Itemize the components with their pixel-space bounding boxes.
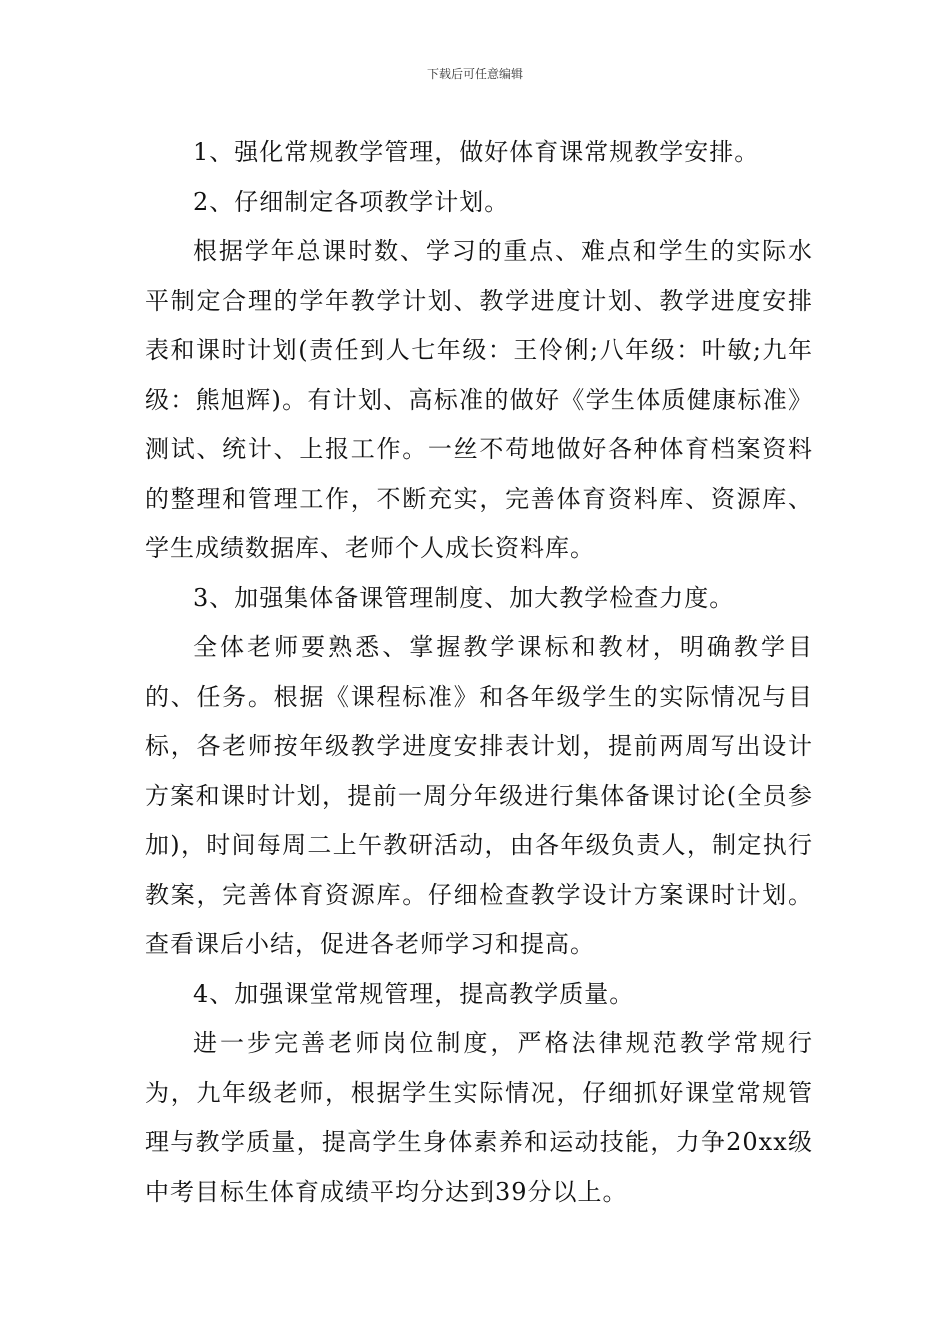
document-body [145, 128, 813, 1217]
page-header: 下载后可任意编辑 [426, 67, 523, 81]
paragraph-item-1: 1、强化常规教学管理，做好体育课常规教学安排。 [193, 138, 760, 166]
paragraph-item-3: 3、加强集体备课管理制度、加大教学检查力度。 [193, 583, 735, 612]
paragraph-body-3: 进一步完善老师岗位制度，严格法律规范教学常规行为，九年级老师，根据学生实际情况，仔细抓好课堂常规管理与教学质量，提高学生身体素养和运动技能，力争20xx级中考目标生体育成绩平均分达到39分以上。 [145, 1029, 813, 1206]
paragraph-body-2: 全体老师要熟悉、掌握教学课标和教材，明确教学目的、任务。根据《课程标准》和各年级学生的实际情况与目标，各老师按年级教学进度安排表计划，提前两周写出设计方案和课时计划，提前一周分年级进行集体备课讨论(全员参加)，时间每周二上午教研活动，由各年级负责人，制定执行教案，完善体育资源库。仔细检查教学设计方案课时计划。查看课后小结，促进各老师学习和提高。 [145, 633, 813, 958]
paragraph-item-4: 4、加强课堂常规管理，提高教学质量。 [193, 979, 635, 1008]
paragraph-item-2: 2、仔细制定各项教学计划。 [193, 187, 510, 216]
paragraph-body-1: 根据学年总课时数、学习的重点、难点和学生的实际水平制定合理的学年教学计划、教学进度计划、教学进度安排表和课时计划(责任到人七年级：王伶俐;八年级：叶敏;九年级：熊旭辉)。有计划、高标准的做好《学生体质健康标准》测试、统计、上报工作。一丝不苟地做好各种体育档案资料的整理和管理工作，不断充实，完善体育资料库、资源库、学生成绩数据库、老师个人成长资料库。 [145, 237, 813, 562]
